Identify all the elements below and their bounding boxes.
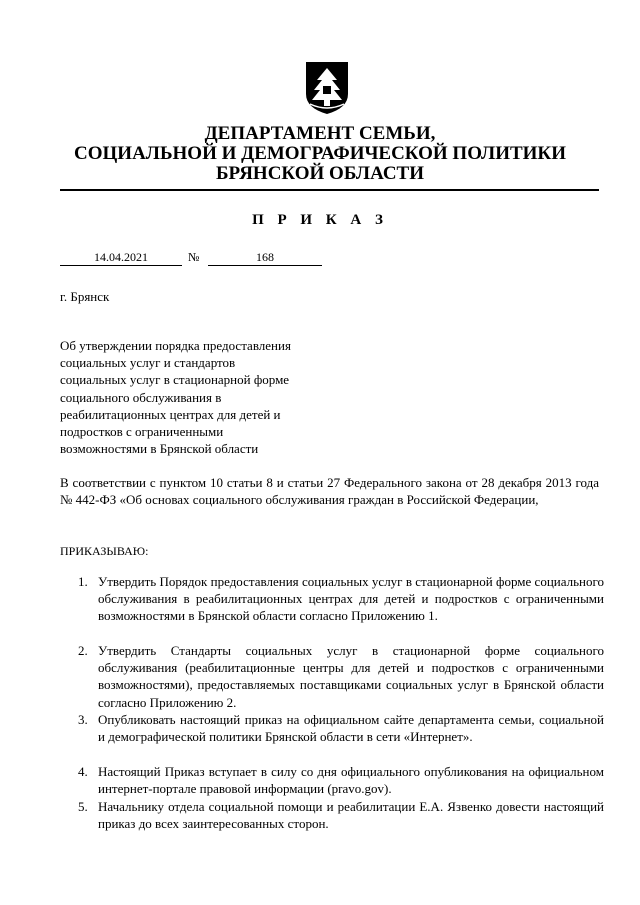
city: г. Брянск [60, 289, 110, 304]
item-text: Утвердить Порядок предоставления социальных услуг в стационарной форме социального обслуживания в реабилитационных центрах для детей и подростков с ограниченными возможностями в Брянской области согласно Приложению 1. [98, 574, 604, 624]
item-number: 4. [78, 764, 88, 779]
subject-line: реабилитационных центрах для детей и [60, 406, 281, 422]
item-text: Утвердить Стандарты социальных услуг в стационарной форме социального обслуживания (реабилитационные центры для детей и подростков с ограниченными возможностями), предоставляемых поставщиками социальных услуг в Брянской области согласно Приложению 2. [98, 643, 604, 710]
item-text: Начальнику отдела социальной помощи и реабилитации Е.А. Язвенко довести настоящий приказ до всех заинтересованных сторон. [98, 799, 604, 832]
list-item [60, 573, 604, 642]
item-number: 5. [78, 799, 88, 814]
subject-line: социальных услуг и стандартов [60, 355, 236, 371]
item-number: 3. [78, 712, 88, 727]
department-name [0, 124, 640, 184]
department-line-3: БРЯНСКОЙ ОБЛАСТИ [215, 163, 425, 184]
order-number: 168 [208, 251, 322, 266]
list-item [60, 642, 604, 711]
item-text: Настоящий Приказ вступает в силу со дня официального опубликования на официальном интернет-портале правовой информации (pravo.gov). [98, 764, 604, 797]
subject-line: социального обслуживания в [60, 389, 222, 405]
subject-line: социальных услуг в стационарной форме [60, 372, 290, 388]
list-item [60, 763, 604, 798]
order-date: 14.04.2021 [60, 251, 182, 266]
item-number: 2. [78, 643, 88, 658]
subject-line: возможностями в Брянской области [60, 441, 259, 457]
list-item [60, 798, 604, 833]
orders-word: ПРИКАЗЫВАЮ: [60, 544, 149, 558]
subject-line: Об утверждении порядка предоставления [60, 338, 291, 353]
order-items-list [60, 573, 604, 833]
header-divider [60, 189, 599, 191]
coat-of-arms-icon [304, 60, 350, 116]
item-text: Опубликовать настоящий приказ на официальном сайте департамента семьи, социальной и демографической политики Брянской области в сети «Интернет». [98, 712, 604, 745]
list-item [60, 711, 604, 763]
item-number: 1. [78, 574, 88, 589]
order-subject [60, 337, 360, 457]
order-title: П Р И К А З [252, 212, 388, 228]
preamble-paragraph: В соответствии с пунктом 10 статьи 8 и статьи 27 Федерального закона от 28 декабря 2013 года № 442-ФЗ «Об основах социального обслуживания граждан в Российской Федерации, [60, 475, 599, 508]
number-sign: № [188, 250, 200, 264]
department-line-1: ДЕПАРТАМЕНТ СЕМЬИ, [204, 123, 436, 144]
subject-line: подростков с ограниченными [60, 424, 224, 440]
department-line-2: СОЦИАЛЬНОЙ И ДЕМОГРАФИЧЕСКОЙ ПОЛИТИКИ [74, 143, 566, 164]
